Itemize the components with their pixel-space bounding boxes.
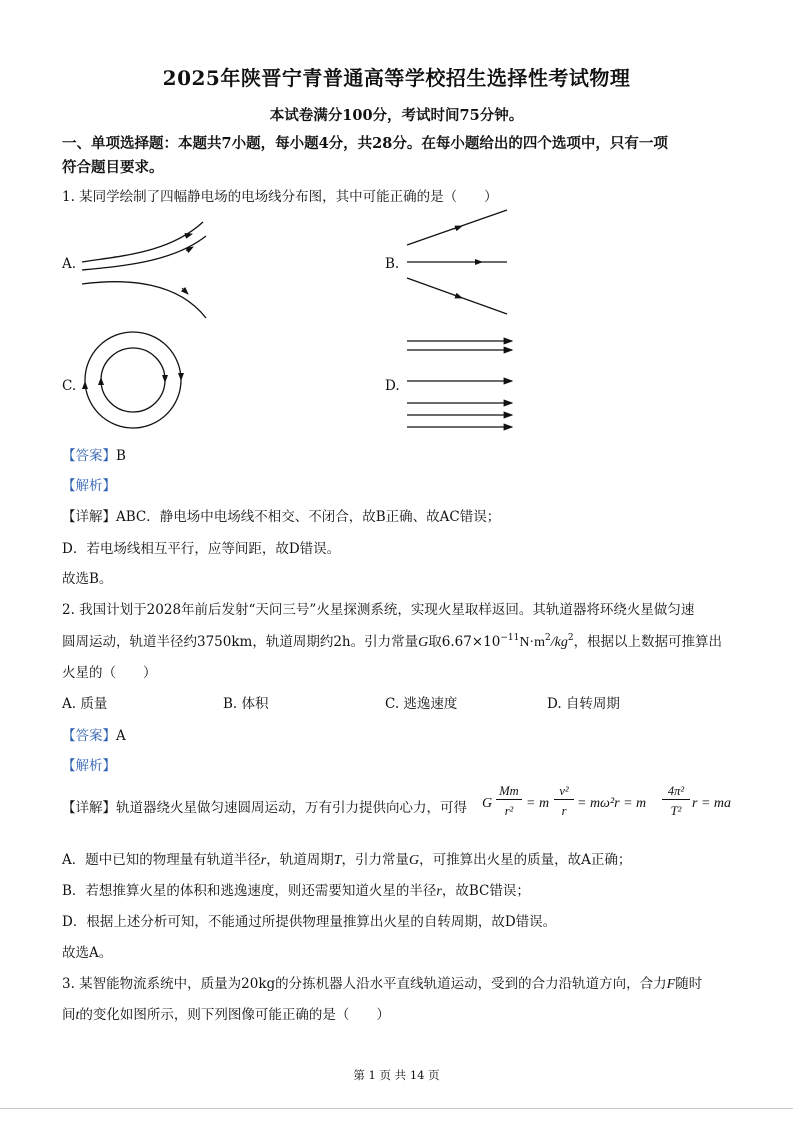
section-heading-line2: 符合题目要求。: [62, 159, 164, 176]
q2-option-a: A. 质量: [62, 696, 108, 712]
q2-answer: [62, 724, 126, 744]
page-bottom-divider: [0, 1108, 793, 1109]
q2-analysis-tag: 【解析】: [62, 758, 116, 774]
section-heading-line1: 一、单项选择题：本题共7小题，每小题4分，共28分。在每小题给出的四个选项中，只有一项: [62, 135, 668, 152]
q2-stem-line2: 圆周运动，轨道半径约3750km，轨道周期约2h。引力常量G取$6.67\times 10^{-11}N\cdot m^2/kg^2$，根据以上数据可推算出: [62, 633, 723, 650]
q1-option-c-label: C.: [62, 378, 77, 394]
q1-conclusion: 故选B。: [62, 571, 113, 587]
q2-detail-a: A．题中已知的物理量有轨道半径r，轨道周期T，引力常量G，可推算出火星的质量，故A正确；: [62, 852, 632, 868]
q2-conclusion: 故选A。: [62, 945, 113, 961]
q1-detail-1: 【详解】ABC．静电场中电场线不相交、不闭合，故B正确、故AC错误；: [62, 509, 501, 525]
q2-detail-intro: 【详解】轨道器绕火星做匀速圆周运动，万有引力提供向心力，可得: [62, 800, 467, 816]
q1-answer-value: B: [116, 448, 126, 464]
answer-tag: 【答案】: [62, 448, 116, 464]
detail-tag: 【详解】: [62, 509, 116, 525]
q1-analysis-tag: 【解析】: [62, 478, 116, 494]
q2-option-b: B. 体积: [223, 696, 269, 712]
page-title: 2025年陕晋宁青普通高等学校招生选择性考试物理: [162, 66, 631, 90]
q2-detail-d: D．根据上述分析可知，不能通过所提供物理量推算出火星的自转周期，故D错误。: [62, 914, 557, 930]
q1-option-a-label: A.: [62, 256, 77, 272]
q1-figure-a: [78, 220, 218, 320]
q1-option-d-label: D.: [385, 378, 400, 394]
q1-detail-2: D．若电场线相互平行，应等间距，故D错误。: [62, 541, 341, 557]
q2-answer-value: A: [116, 728, 126, 744]
page-footer: 第 1 页 共 14 页: [353, 1068, 440, 1082]
q1-figure-d: [404, 336, 519, 436]
q3-stem-line2: 间t的变化如图所示，则下列图像可能正确的是（ ）: [62, 1007, 390, 1023]
q2-stem-line1: 2. 我国计划于2028年前后发射“天问三号”火星探测系统，实现火星取样返回。其轨道器将环绕火星做匀速: [62, 602, 695, 618]
q1-figure-b: [404, 205, 514, 320]
q2-stem-line3: 火星的（ ）: [62, 665, 157, 681]
q1-option-b-label: B.: [385, 256, 400, 272]
q2-detail-b: B．若想推算火星的体积和逃逸速度，则还需要知道火星的半径r，故BC错误；: [62, 883, 530, 899]
q1-answer: [62, 444, 126, 464]
q1-stem: 1. 某同学绘制了四幅静电场的电场线分布图，其中可能正确的是（ ）: [62, 189, 498, 205]
exam-info: 本试卷满分100分，考试时间75分钟。: [269, 107, 524, 124]
q2-option-d: D. 自转周期: [547, 696, 620, 712]
q3-stem-line1: 3. 某智能物流系统中，质量为20kg的分拣机器人沿水平直线轨道运动，受到的合力沿轨道方向，合力F随时: [62, 976, 703, 992]
answer-tag: 【答案】: [62, 728, 116, 744]
q1-figure-c: [82, 332, 192, 432]
q2-option-c: C. 逃逸速度: [385, 696, 458, 712]
